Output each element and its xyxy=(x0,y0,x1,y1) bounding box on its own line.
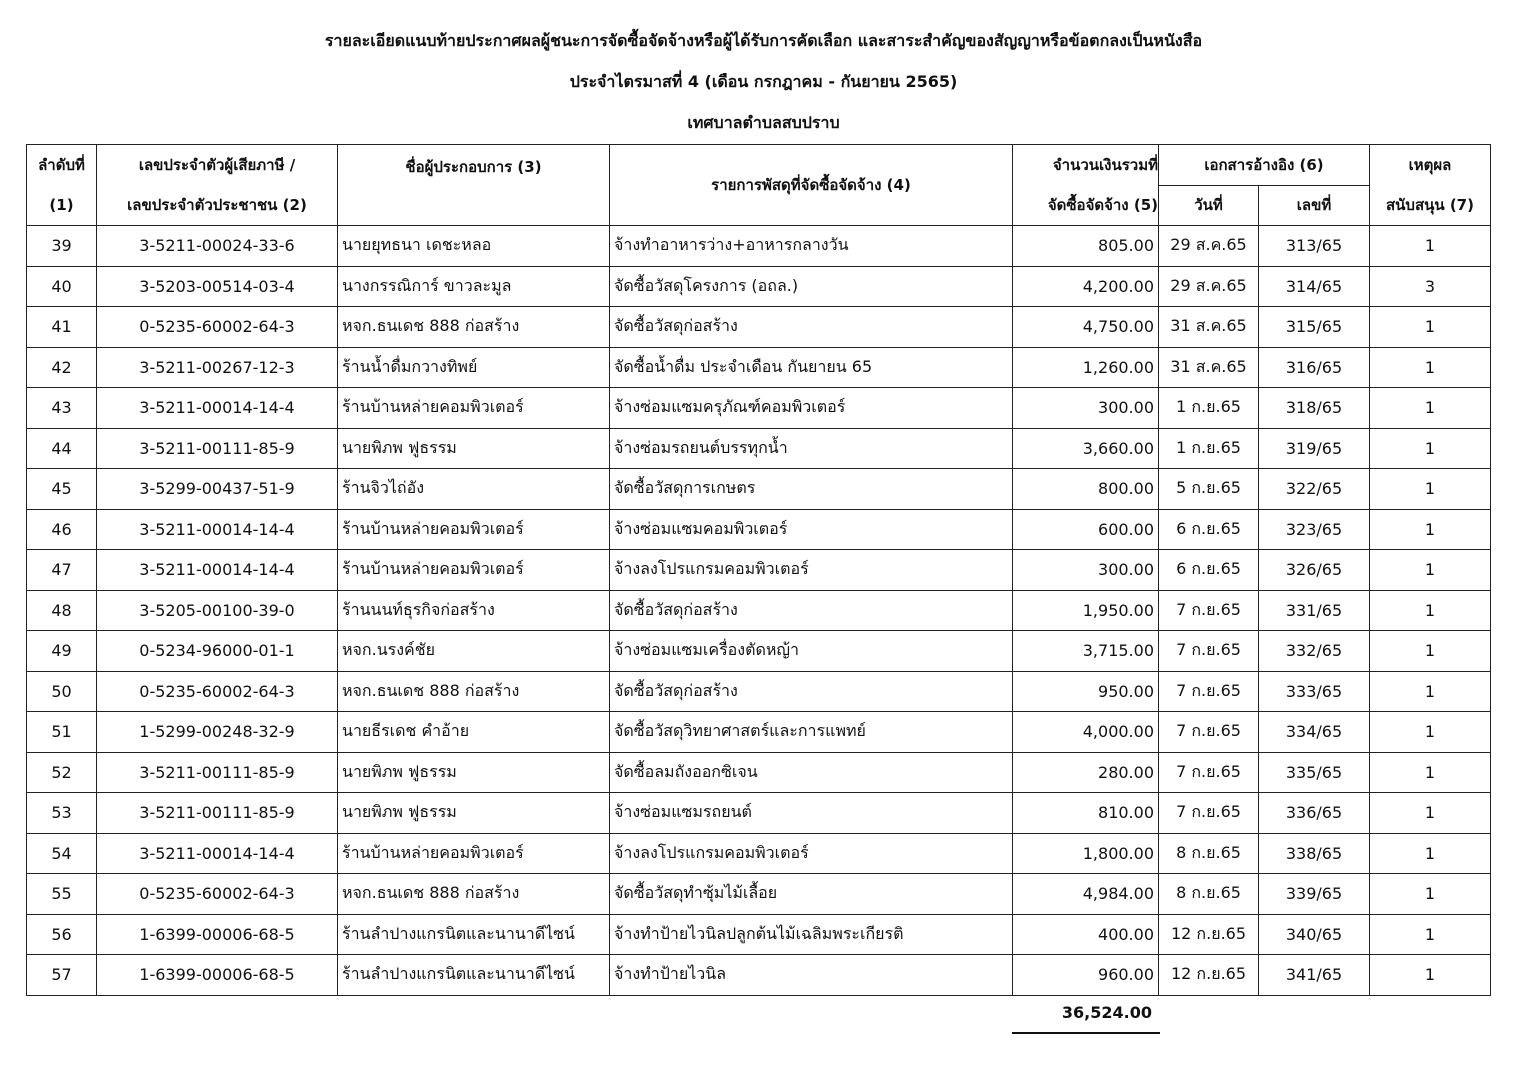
row-seq: 51 xyxy=(27,712,97,753)
row-date: 6 ก.ย.65 xyxy=(1159,550,1259,591)
row-reason: 1 xyxy=(1370,307,1491,348)
table-row xyxy=(27,631,1491,672)
col-header-reason xyxy=(1370,145,1491,226)
row-item: จ้างซ่อมแซมรถยนต์ xyxy=(610,793,1013,834)
table-row xyxy=(27,469,1491,510)
table-row xyxy=(27,590,1491,631)
col-header-doc-no: เลขที่ xyxy=(1259,185,1370,226)
row-item: จัดซื้อวัสดุการเกษตร xyxy=(610,469,1013,510)
row-item: จ้างทำป้ายไวนิลปลูกต้นไม้เฉลิมพระเกียรติ xyxy=(610,914,1013,955)
row-date: 8 ก.ย.65 xyxy=(1159,874,1259,915)
row-tax-id: 1-6399-00006-68-5 xyxy=(97,955,338,996)
row-vendor: หจก.ธนเดช 888 ก่อสร้าง xyxy=(338,874,610,915)
row-reason: 1 xyxy=(1370,914,1491,955)
row-amount: 400.00 xyxy=(1013,914,1159,955)
table-row xyxy=(27,509,1491,550)
row-seq: 50 xyxy=(27,671,97,712)
row-seq: 40 xyxy=(27,266,97,307)
col-header-seq xyxy=(27,145,97,226)
row-vendor: นายพิภพ ฟูธรรม xyxy=(338,793,610,834)
row-seq: 47 xyxy=(27,550,97,591)
row-seq: 43 xyxy=(27,388,97,429)
row-reason: 1 xyxy=(1370,874,1491,915)
table-row xyxy=(27,955,1491,996)
row-tax-id: 3-5211-00111-85-9 xyxy=(97,428,338,469)
row-reason: 1 xyxy=(1370,833,1491,874)
row-date: 12 ก.ย.65 xyxy=(1159,955,1259,996)
row-date: 29 ส.ค.65 xyxy=(1159,266,1259,307)
row-tax-id: 0-5235-60002-64-3 xyxy=(97,307,338,348)
row-doc-no: 326/65 xyxy=(1259,550,1370,591)
quarter-period: ประจำไตรมาสที่ 4 (เดือน กรกฎาคม - กันยายน 2565) xyxy=(569,72,958,91)
row-item: จ้างซ่อมแซมครุภัณฑ์คอมพิวเตอร์ xyxy=(610,388,1013,429)
document-title: รายละเอียดแนบท้ายประกาศผลผู้ชนะการจัดซื้อจัดจ้างหรือผู้ได้รับการคัดเลือก และสาระสำคัญของสัญญาหรือข้อตกลงเป็นหนังสือ xyxy=(324,31,1203,50)
row-amount: 1,800.00 xyxy=(1013,833,1159,874)
row-item: จ้างทำอาหารว่าง+อาหารกลางวัน xyxy=(610,226,1013,267)
row-item: จัดซื้อน้ำดื่ม ประจำเดือน กันยายน 65 xyxy=(610,347,1013,388)
row-date: 31 ส.ค.65 xyxy=(1159,347,1259,388)
row-item: จ้างซ่อมรถยนต์บรรทุกน้ำ xyxy=(610,428,1013,469)
row-tax-id: 3-5211-00024-33-6 xyxy=(97,226,338,267)
row-item: จัดซื้อวัสดุก่อสร้าง xyxy=(610,671,1013,712)
row-vendor: นายยุทธนา เดชะหลอ xyxy=(338,226,610,267)
row-doc-no: 319/65 xyxy=(1259,428,1370,469)
row-date: 1 ก.ย.65 xyxy=(1159,388,1259,429)
row-vendor: หจก.ธนเดช 888 ก่อสร้าง xyxy=(338,307,610,348)
row-amount: 4,750.00 xyxy=(1013,307,1159,348)
row-seq: 46 xyxy=(27,509,97,550)
row-seq: 39 xyxy=(27,226,97,267)
row-item: จัดซื้อลมถังออกซิเจน xyxy=(610,752,1013,793)
row-reason: 1 xyxy=(1370,955,1491,996)
row-reason: 1 xyxy=(1370,428,1491,469)
row-doc-no: 323/65 xyxy=(1259,509,1370,550)
table-row xyxy=(27,388,1491,429)
row-vendor: ร้านลำปางแกรนิตและนานาดีไซน์ xyxy=(338,914,610,955)
row-tax-id: 0-5234-96000-01-1 xyxy=(97,631,338,672)
row-date: 7 ก.ย.65 xyxy=(1159,752,1259,793)
table-row xyxy=(27,307,1491,348)
row-vendor: ร้านลำปางแกรนิตและนานาดีไซน์ xyxy=(338,955,610,996)
col-header-item: รายการพัสดุที่จัดซื้อจัดจ้าง (4) xyxy=(610,145,1013,226)
row-amount: 4,000.00 xyxy=(1013,712,1159,753)
row-doc-no: 313/65 xyxy=(1259,226,1370,267)
col-header-reason-line2: สนับสนุน (7) xyxy=(1386,196,1474,214)
row-vendor: ร้านนนท์ธุรกิจก่อสร้าง xyxy=(338,590,610,631)
row-reason: 1 xyxy=(1370,631,1491,672)
row-vendor: นางกรรณิการ์ ขาวละมูล xyxy=(338,266,610,307)
row-reason: 1 xyxy=(1370,590,1491,631)
row-reason: 1 xyxy=(1370,388,1491,429)
row-amount: 300.00 xyxy=(1013,388,1159,429)
table-row xyxy=(27,266,1491,307)
header-row xyxy=(27,145,1491,186)
row-seq: 45 xyxy=(27,469,97,510)
table-row xyxy=(27,793,1491,834)
row-doc-no: 336/65 xyxy=(1259,793,1370,834)
row-tax-id: 3-5203-00514-03-4 xyxy=(97,266,338,307)
row-vendor: ร้านบ้านหล่ายคอมพิวเตอร์ xyxy=(338,388,610,429)
row-amount: 1,260.00 xyxy=(1013,347,1159,388)
row-date: 6 ก.ย.65 xyxy=(1159,509,1259,550)
row-doc-no: 335/65 xyxy=(1259,752,1370,793)
table-row xyxy=(27,428,1491,469)
col-header-tax-id xyxy=(97,145,338,226)
table-row xyxy=(27,671,1491,712)
row-doc-no: 334/65 xyxy=(1259,712,1370,753)
row-amount: 960.00 xyxy=(1013,955,1159,996)
col-header-seq-line1: ลำดับที่ xyxy=(38,156,85,174)
row-amount: 3,660.00 xyxy=(1013,428,1159,469)
table-row xyxy=(27,550,1491,591)
row-item: จัดซื้อวัสดุทำซุ้มไม้เลื้อย xyxy=(610,874,1013,915)
col-header-reference-doc: เอกสารอ้างอิง (6) xyxy=(1159,145,1370,186)
col-header-amount-line2: จัดซื้อจัดจ้าง (5) xyxy=(1047,196,1158,214)
row-seq: 53 xyxy=(27,793,97,834)
row-tax-id: 3-5211-00014-14-4 xyxy=(97,509,338,550)
col-header-reason-line1: เหตุผล xyxy=(1408,156,1452,174)
row-doc-no: 318/65 xyxy=(1259,388,1370,429)
row-item: จ้างลงโปรแกรมคอมพิวเตอร์ xyxy=(610,550,1013,591)
row-doc-no: 332/65 xyxy=(1259,631,1370,672)
row-vendor: หจก.ธนเดช 888 ก่อสร้าง xyxy=(338,671,610,712)
col-header-vendor: ชื่อผู้ประกอบการ (3) xyxy=(338,145,610,226)
row-vendor: นายพิภพ ฟูธรรม xyxy=(338,752,610,793)
row-reason: 1 xyxy=(1370,752,1491,793)
row-doc-no: 341/65 xyxy=(1259,955,1370,996)
row-seq: 56 xyxy=(27,914,97,955)
row-reason: 1 xyxy=(1370,712,1491,753)
row-doc-no: 333/65 xyxy=(1259,671,1370,712)
row-date: 7 ก.ย.65 xyxy=(1159,671,1259,712)
row-reason: 1 xyxy=(1370,347,1491,388)
row-item: จัดซื้อวัสดุก่อสร้าง xyxy=(610,307,1013,348)
table-row xyxy=(27,833,1491,874)
row-doc-no: 322/65 xyxy=(1259,469,1370,510)
row-seq: 52 xyxy=(27,752,97,793)
row-reason: 1 xyxy=(1370,671,1491,712)
row-tax-id: 0-5235-60002-64-3 xyxy=(97,671,338,712)
row-doc-no: 340/65 xyxy=(1259,914,1370,955)
procurement-table xyxy=(26,144,1491,996)
row-vendor: ร้านบ้านหล่ายคอมพิวเตอร์ xyxy=(338,509,610,550)
row-amount: 810.00 xyxy=(1013,793,1159,834)
col-header-amount-line1: จำนวนเงินรวมที่ xyxy=(1052,156,1158,174)
row-reason: 1 xyxy=(1370,793,1491,834)
col-header-date: วันที่ xyxy=(1159,185,1259,226)
row-doc-no: 314/65 xyxy=(1259,266,1370,307)
row-tax-id: 3-5211-00014-14-4 xyxy=(97,388,338,429)
row-tax-id: 3-5211-00014-14-4 xyxy=(97,833,338,874)
row-amount: 805.00 xyxy=(1013,226,1159,267)
row-tax-id: 0-5235-60002-64-3 xyxy=(97,874,338,915)
row-date: 7 ก.ย.65 xyxy=(1159,712,1259,753)
row-seq: 57 xyxy=(27,955,97,996)
row-tax-id: 3-5211-00111-85-9 xyxy=(97,752,338,793)
row-amount: 300.00 xyxy=(1013,550,1159,591)
row-vendor: ร้านบ้านหล่ายคอมพิวเตอร์ xyxy=(338,833,610,874)
row-amount: 4,200.00 xyxy=(1013,266,1159,307)
row-seq: 42 xyxy=(27,347,97,388)
row-date: 29 ส.ค.65 xyxy=(1159,226,1259,267)
row-reason: 1 xyxy=(1370,550,1491,591)
row-amount: 4,984.00 xyxy=(1013,874,1159,915)
col-header-seq-line2: (1) xyxy=(49,196,74,214)
row-item: จัดซื้อวัสดุวิทยาศาสตร์และการแพทย์ xyxy=(610,712,1013,753)
row-item: จัดซื้อวัสดุก่อสร้าง xyxy=(610,590,1013,631)
row-reason: 3 xyxy=(1370,266,1491,307)
row-date: 31 ส.ค.65 xyxy=(1159,307,1259,348)
row-tax-id: 3-5211-00014-14-4 xyxy=(97,550,338,591)
row-reason: 1 xyxy=(1370,509,1491,550)
total-underline xyxy=(1012,1032,1160,1034)
row-item: จ้างซ่อมแซมเครื่องตัดหญ้า xyxy=(610,631,1013,672)
row-item: จ้างลงโปรแกรมคอมพิวเตอร์ xyxy=(610,833,1013,874)
row-vendor: ร้านน้ำดื่มกวางทิพย์ xyxy=(338,347,610,388)
row-vendor: หจก.นรงค์ชัย xyxy=(338,631,610,672)
table-row xyxy=(27,226,1491,267)
row-seq: 48 xyxy=(27,590,97,631)
row-date: 7 ก.ย.65 xyxy=(1159,590,1259,631)
row-tax-id: 3-5211-00267-12-3 xyxy=(97,347,338,388)
row-seq: 41 xyxy=(27,307,97,348)
table-row xyxy=(27,914,1491,955)
col-header-tax-line2: เลขประจำตัวประชาชน (2) xyxy=(127,196,307,214)
row-date: 7 ก.ย.65 xyxy=(1159,631,1259,672)
row-tax-id: 1-6399-00006-68-5 xyxy=(97,914,338,955)
row-amount: 3,715.00 xyxy=(1013,631,1159,672)
row-tax-id: 3-5205-00100-39-0 xyxy=(97,590,338,631)
row-date: 7 ก.ย.65 xyxy=(1159,793,1259,834)
row-item: จ้างซ่อมแซมคอมพิวเตอร์ xyxy=(610,509,1013,550)
table-row xyxy=(27,712,1491,753)
row-tax-id: 3-5299-00437-51-9 xyxy=(97,469,338,510)
organization-name: เทศบาลตำบลสบปราบ xyxy=(687,113,840,132)
row-vendor: นายพิภพ ฟูธรรม xyxy=(338,428,610,469)
row-tax-id: 1-5299-00248-32-9 xyxy=(97,712,338,753)
row-doc-no: 315/65 xyxy=(1259,307,1370,348)
table-body xyxy=(27,226,1491,996)
row-doc-no: 338/65 xyxy=(1259,833,1370,874)
table-row xyxy=(27,752,1491,793)
row-date: 8 ก.ย.65 xyxy=(1159,833,1259,874)
row-item: จัดซื้อวัสดุโครงการ (อถล.) xyxy=(610,266,1013,307)
row-date: 1 ก.ย.65 xyxy=(1159,428,1259,469)
row-tax-id: 3-5211-00111-85-9 xyxy=(97,793,338,834)
col-header-amount xyxy=(1013,145,1159,226)
table-row xyxy=(27,347,1491,388)
col-header-tax-line1: เลขประจำตัวผู้เสียภาษี / xyxy=(138,156,296,174)
row-amount: 800.00 xyxy=(1013,469,1159,510)
row-seq: 55 xyxy=(27,874,97,915)
row-doc-no: 316/65 xyxy=(1259,347,1370,388)
row-vendor: นายธีรเดช คำอ้าย xyxy=(338,712,610,753)
row-doc-no: 331/65 xyxy=(1259,590,1370,631)
row-amount: 600.00 xyxy=(1013,509,1159,550)
row-doc-no: 339/65 xyxy=(1259,874,1370,915)
row-vendor: ร้านจิวไถ่อัง xyxy=(338,469,610,510)
row-date: 12 ก.ย.65 xyxy=(1159,914,1259,955)
row-amount: 1,950.00 xyxy=(1013,590,1159,631)
row-reason: 1 xyxy=(1370,226,1491,267)
row-date: 5 ก.ย.65 xyxy=(1159,469,1259,510)
row-seq: 44 xyxy=(27,428,97,469)
grand-total: 36,524.00 xyxy=(1061,1003,1152,1022)
row-item: จ้างทำป้ายไวนิล xyxy=(610,955,1013,996)
row-amount: 280.00 xyxy=(1013,752,1159,793)
table-row xyxy=(27,874,1491,915)
row-reason: 1 xyxy=(1370,469,1491,510)
row-seq: 49 xyxy=(27,631,97,672)
row-seq: 54 xyxy=(27,833,97,874)
row-vendor: ร้านบ้านหล่ายคอมพิวเตอร์ xyxy=(338,550,610,591)
row-amount: 950.00 xyxy=(1013,671,1159,712)
